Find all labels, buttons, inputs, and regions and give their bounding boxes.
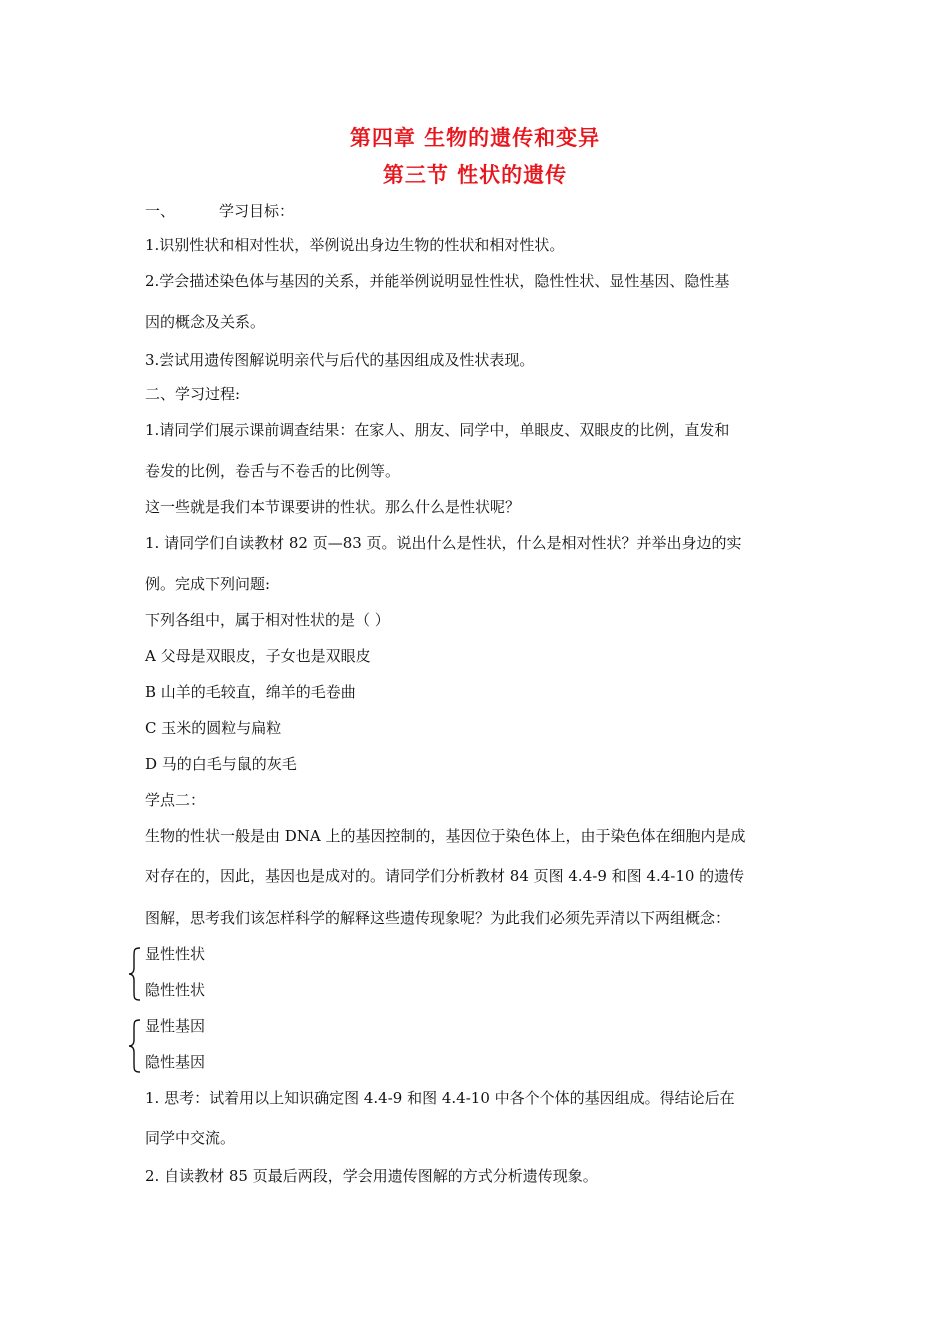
question-stem: 下列各组中，属于相对性状的是（ ）: [145, 611, 390, 629]
objectives-heading-text: 学习目标：: [219, 202, 295, 220]
section-label: 学点二：: [145, 791, 206, 809]
left-brace-traits: [128, 946, 142, 1002]
option-d: D 马的白毛与鼠的灰毛: [145, 755, 297, 773]
option-c: C 玉米的圆粒与扁粒: [145, 719, 282, 737]
recessive-trait-label: 隐性性状: [145, 981, 206, 999]
option-a: A 父母是双眼皮，子女也是双眼皮: [145, 647, 371, 665]
option-b: B 山羊的毛较直，绵羊的毛卷曲: [145, 683, 356, 701]
recessive-gene-label: 隐性基因: [145, 1053, 206, 1071]
process-line: 卷发的比例，卷舌与不卷舌的比例等。: [145, 462, 401, 480]
process-line: 对存在的，因此，基因也是成对的。请同学们分析教材 84 页图 4.4-9 和图 4.4-10 的遗传: [145, 867, 745, 885]
process-heading: 二、学习过程:: [145, 385, 241, 403]
dominant-gene-label: 显性基因: [145, 1017, 206, 1035]
process-line: 1. 请同学们自读教材 82 页—83 页。说出什么是性状，什么是相对性状？并举出身边的实: [145, 534, 742, 552]
objectives-heading: [145, 201, 294, 221]
objective-item: 2.学会描述染色体与基因的关系，并能举例说明显性性状，隐性性状、显性基因、隐性基: [145, 272, 730, 290]
process-line: 这一些就是我们本节课要讲的性状。那么什么是性状呢？: [145, 498, 521, 516]
dominant-trait-label: 显性性状: [145, 945, 206, 963]
section-title: 第三节 性状的遗传: [382, 162, 568, 187]
process-line: 1.请同学们展示课前调查结果：在家人、朋友、同学中，单眼皮、双眼皮的比例，直发和: [145, 421, 730, 439]
left-brace-genes: [128, 1018, 142, 1074]
objective-item: 1.识别性状和相对性状，举例说出身边生物的性状和相对性状。: [145, 236, 565, 254]
task-item: 2. 自读教材 85 页最后两段，学会用遗传图解的方式分析遗传现象。: [145, 1167, 598, 1185]
objective-item: 3.尝试用遗传图解说明亲代与后代的基因组成及性状表现。: [145, 351, 535, 369]
process-line: 图解，思考我们该怎样科学的解释这些遗传现象呢？为此我们必须先弄清以下两组概念：: [145, 909, 731, 927]
task-item: 1. 思考：试着用以上知识确定图 4.4-9 和图 4.4-10 中各个个体的基因组成。得结论后在: [145, 1089, 735, 1107]
task-item-continuation: 同学中交流。: [145, 1129, 236, 1147]
process-line: 生物的性状一般是由 DNA 上的基因控制的，基因位于染色体上，由于染色体在细胞内是成: [145, 827, 746, 845]
objective-item: 因的概念及关系。: [145, 313, 266, 331]
chapter-title: 第四章 生物的遗传和变异: [349, 125, 601, 150]
process-line: 例。完成下列问题:: [145, 575, 271, 593]
objectives-heading-number: 一、: [145, 202, 176, 220]
